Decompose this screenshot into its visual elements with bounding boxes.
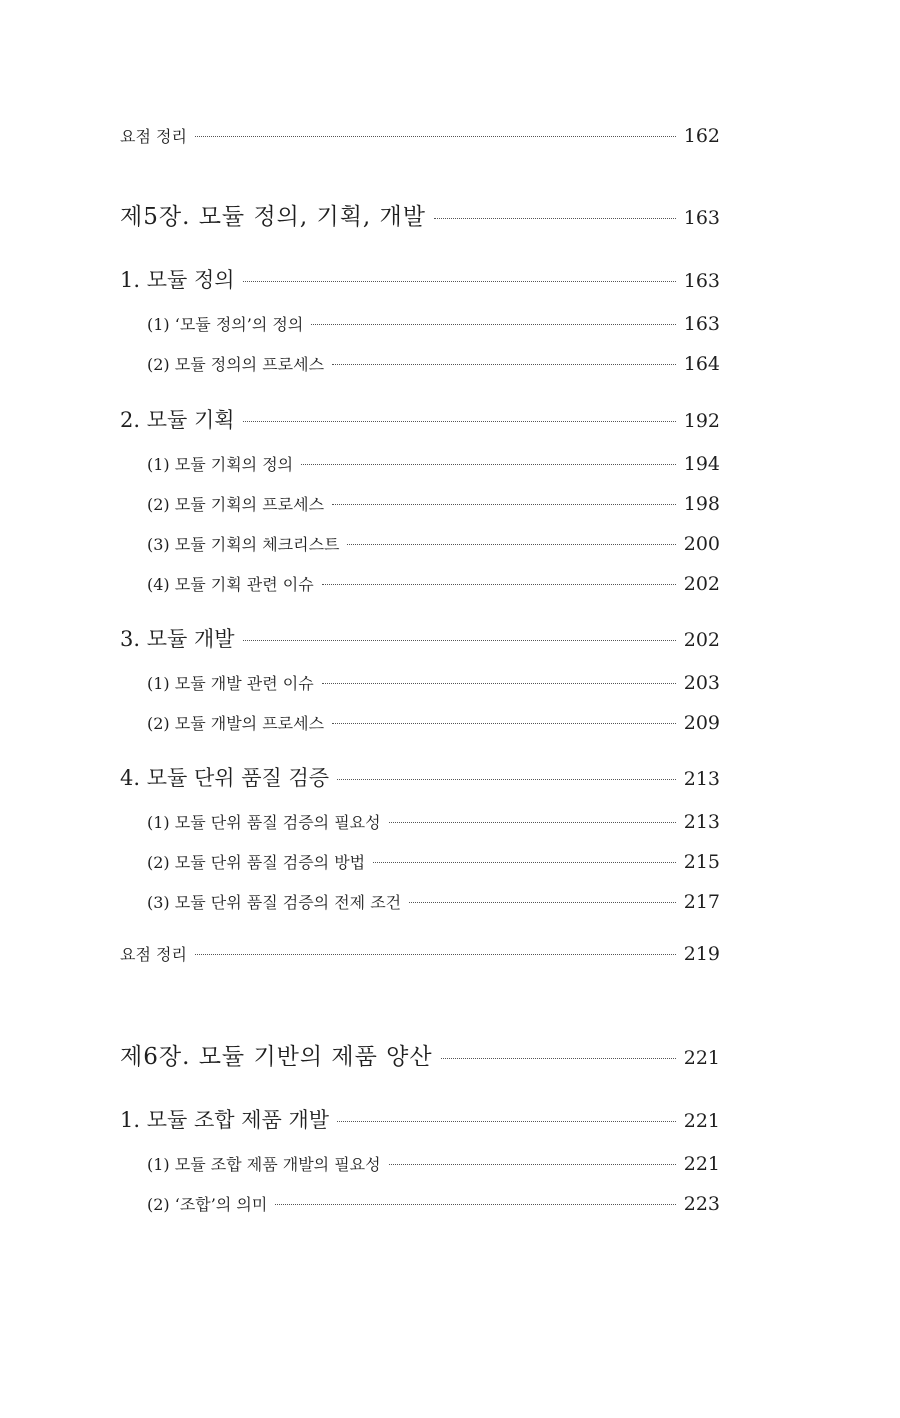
dot-leader (243, 640, 676, 641)
toc-entry-subsection[interactable] (147, 711, 720, 734)
dot-leader (301, 464, 676, 465)
toc-entry-title: 요점 정리 (120, 945, 187, 964)
toc-page-number: 203 (683, 672, 720, 694)
toc-entry-subsection[interactable] (147, 452, 720, 475)
toc-entry-title: (4) 모듈 기획 관련 이슈 (147, 575, 314, 594)
toc-entry-summary[interactable] (120, 942, 720, 965)
toc-entry-subsection[interactable] (147, 1192, 720, 1215)
toc-page-number: 213 (683, 811, 720, 833)
toc-page-number: 163 (683, 270, 720, 292)
toc-entry-title: (2) 모듈 단위 품질 검증의 방법 (147, 853, 366, 872)
toc-entry-subsection[interactable] (147, 352, 720, 375)
dot-leader (322, 584, 676, 585)
toc-page-number: 221 (683, 1110, 720, 1132)
toc-page-number: 221 (683, 1047, 720, 1069)
dot-leader (243, 421, 676, 422)
toc-page-number: 162 (683, 125, 720, 147)
dot-leader (243, 281, 676, 282)
toc-page-number: 221 (683, 1153, 720, 1175)
dot-leader (389, 1164, 676, 1165)
dot-leader (195, 136, 676, 137)
toc-entry-title: (3) 모듈 기획의 체크리스트 (147, 535, 340, 554)
toc-entry-subsection[interactable] (147, 810, 720, 833)
toc-page-number: 219 (683, 943, 720, 965)
toc-entry-subsection[interactable] (147, 532, 720, 555)
toc-entry-title: 2. 모듈 기획 (120, 408, 235, 432)
toc-entry-title: (1) 모듈 기획의 정의 (147, 455, 294, 474)
dot-leader (337, 779, 676, 780)
toc-entry-title: 1. 모듈 정의 (120, 268, 235, 292)
toc-page-number: 202 (683, 573, 720, 595)
toc-entry-section[interactable] (120, 762, 720, 792)
toc-page-number: 217 (683, 891, 720, 913)
toc-entry-chapter[interactable] (120, 198, 720, 231)
toc-entry-title: (1) 모듈 개발 관련 이슈 (147, 674, 314, 693)
toc-entry-title: (1) 모듈 단위 품질 검증의 필요성 (147, 813, 381, 832)
toc-entry-title: 요점 정리 (120, 127, 187, 146)
toc-page-number: 202 (683, 629, 720, 651)
toc-entry-title: (1) 모듈 조합 제품 개발의 필요성 (147, 1155, 381, 1174)
toc-page-number: 163 (683, 207, 720, 229)
toc-page-number: 215 (683, 851, 720, 873)
toc-page-number: 192 (683, 410, 720, 432)
toc-entry-title: (1) ‘모듈 정의’의 정의 (147, 315, 304, 334)
dot-leader (347, 544, 675, 545)
dot-leader (373, 862, 676, 863)
toc-entry-title: (2) ‘조합’의 의미 (147, 1195, 268, 1214)
toc-page-number: 223 (683, 1193, 720, 1215)
dot-leader (195, 954, 676, 955)
toc-entry-section[interactable] (120, 404, 720, 434)
toc-entry-title: 3. 모듈 개발 (120, 627, 235, 651)
toc-entry-title: (2) 모듈 정의의 프로세스 (147, 355, 325, 374)
toc-page-number: 198 (683, 493, 720, 515)
dot-leader (337, 1121, 676, 1122)
dot-leader (332, 723, 676, 724)
toc-entry-subsection[interactable] (147, 1152, 720, 1175)
toc-entry-summary[interactable] (120, 124, 720, 147)
dot-leader (409, 902, 676, 903)
dot-leader (322, 683, 676, 684)
toc-entry-title: 제5장. 모듈 정의, 기획, 개발 (120, 204, 426, 230)
toc-entry-subsection[interactable] (147, 890, 720, 913)
toc-entry-section[interactable] (120, 264, 720, 294)
toc-entry-title: 1. 모듈 조합 제품 개발 (120, 1108, 330, 1132)
toc-entry-title: (2) 모듈 개발의 프로세스 (147, 714, 325, 733)
dot-leader (311, 324, 675, 325)
toc-entry-subsection[interactable] (147, 572, 720, 595)
toc-page-number: 200 (683, 533, 720, 555)
toc-entry-chapter[interactable] (120, 1038, 720, 1071)
toc-page-number: 213 (683, 768, 720, 790)
dot-leader (441, 1058, 676, 1059)
toc-entry-title: (3) 모듈 단위 품질 검증의 전제 조건 (147, 893, 402, 912)
toc-page-number: 163 (683, 313, 720, 335)
dot-leader (332, 364, 676, 365)
toc-entry-title: 4. 모듈 단위 품질 검증 (120, 766, 330, 790)
toc-entry-section[interactable] (120, 1104, 720, 1134)
dot-leader (389, 822, 676, 823)
toc-page-number: 164 (683, 353, 720, 375)
toc-entry-subsection[interactable] (147, 850, 720, 873)
toc-page-number: 194 (683, 453, 720, 475)
toc-entry-section[interactable] (120, 623, 720, 653)
toc-entry-title: (2) 모듈 기획의 프로세스 (147, 495, 325, 514)
dot-leader (434, 218, 676, 219)
toc-page-number: 209 (683, 712, 720, 734)
toc-entry-title: 제6장. 모듈 기반의 제품 양산 (120, 1044, 433, 1070)
toc-entry-subsection[interactable] (147, 492, 720, 515)
dot-leader (332, 504, 676, 505)
toc-entry-subsection[interactable] (147, 671, 720, 694)
dot-leader (275, 1204, 675, 1205)
toc-entry-subsection[interactable] (147, 312, 720, 335)
